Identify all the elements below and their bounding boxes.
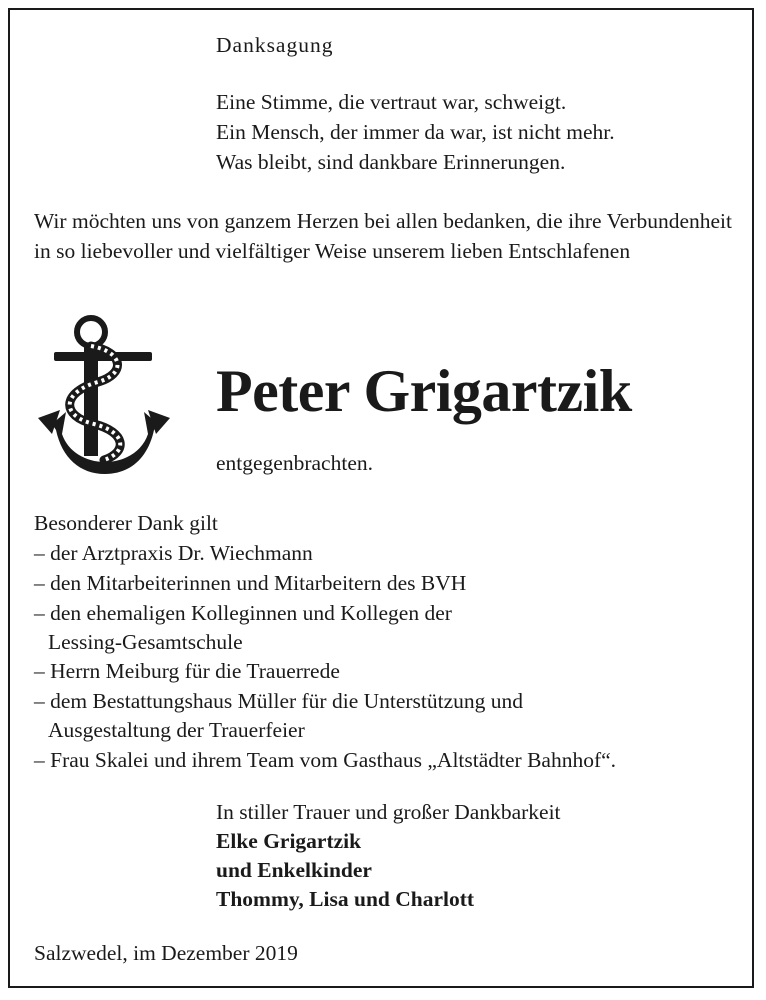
heading: Danksagung — [216, 33, 334, 57]
thanks-line: Lessing-Gesamtschule — [48, 630, 243, 654]
thanks-line: – der Arztpraxis Dr. Wiechmann — [34, 541, 313, 565]
poem-line: Was bleibt, sind dankbare Erinnerungen. — [216, 150, 566, 174]
thanks-heading: Besonderer Dank gilt — [34, 511, 218, 535]
signatory: und Enkelkinder — [216, 858, 372, 882]
place-date: Salzwedel, im Dezember 2019 — [34, 941, 298, 965]
poem-line: Eine Stimme, die vertraut war, schweigt. — [216, 90, 567, 114]
signatory: Elke Grigartzik — [216, 829, 362, 853]
deceased-name: Peter Grigartzik — [216, 358, 632, 424]
after-name-text: entgegenbrachten. — [216, 451, 373, 475]
poem-line: Ein Mensch, der immer da war, ist nicht mehr. — [216, 120, 615, 144]
thanks-line: – dem Bestattungshaus Müller für die Unterstützung und — [34, 689, 524, 713]
signatory: Thommy, Lisa und Charlott — [216, 887, 475, 911]
thanks-line: – Frau Skalei und ihrem Team vom Gasthaus „Altstädter Bahnhof“. — [34, 748, 617, 772]
thanks-line: – den Mitarbeiterinnen und Mitarbeitern des BVH — [34, 571, 467, 595]
thanks-line: Ausgestaltung der Trauerfeier — [48, 718, 305, 742]
thanks-line: – den ehemaligen Kolleginnen und Kollegen der — [34, 601, 452, 625]
closing-text: In stiller Trauer und großer Dankbarkeit — [216, 800, 561, 824]
intro-paragraph: Wir möchten uns von ganzem Herzen bei allen bedanken, die ihre Verbundenheit in so liebevoller und vielfältiger Weise unserem lieben Entschlafenen — [34, 209, 732, 263]
anchor-icon — [34, 312, 174, 480]
thanks-line: – Herrn Meiburg für die Trauerrede — [34, 659, 340, 683]
